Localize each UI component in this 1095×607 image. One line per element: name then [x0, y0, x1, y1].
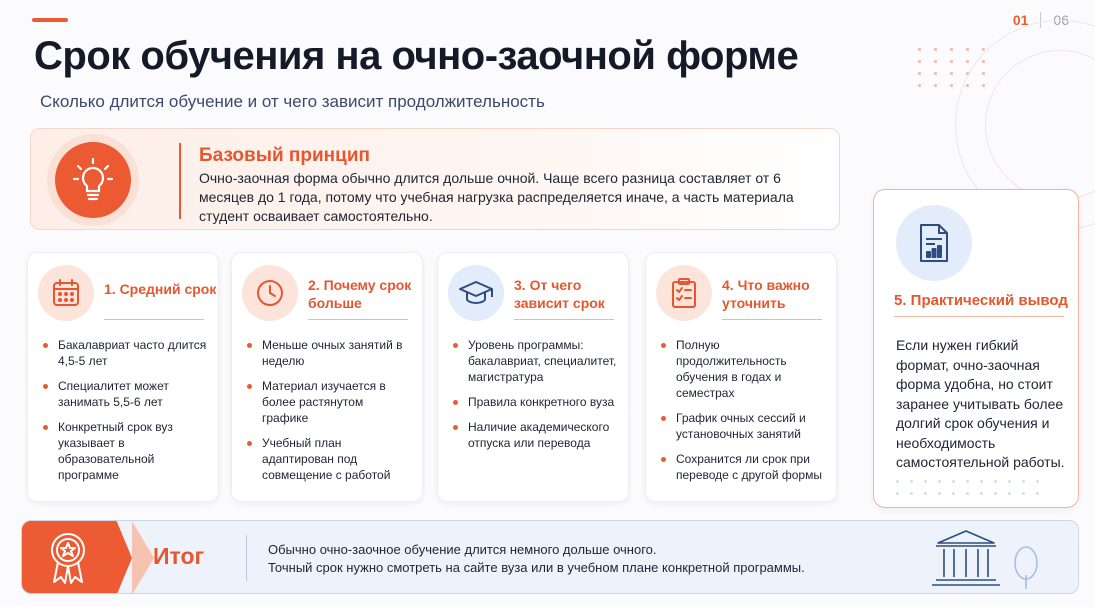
card-list [452, 337, 618, 460]
summary-line: Точный срок нужно смотреть на сайте вуза или в учебном плане конкретной программы. [268, 560, 805, 575]
page-title: Срок обучения на очно-заочной форме [34, 34, 799, 78]
checklist-icon [656, 265, 712, 321]
summary-divider [246, 535, 247, 581]
card-title: 1. Средний срок [104, 281, 217, 297]
decor-dots [918, 48, 985, 87]
card-list [42, 337, 208, 492]
list-item: Правила конкретного вуза [452, 394, 618, 410]
card-divider [308, 319, 408, 320]
list-item: Наличие академического отпуска или перевода [452, 419, 618, 451]
principle-title: Базовый принцип [199, 145, 370, 166]
list-item: Бакалавриат часто длится 4,5-5 лет [42, 337, 208, 369]
university-building-icon [928, 529, 1058, 594]
calendar-icon [38, 265, 94, 321]
principle-text: Очно-заочная форма обычно длится дольше очной. Чаще всего разница составляет от 6 месяцев до 1 года, потому что учебная нагрузка распределяется иначе, а часть материала студент осваивает самостоятельно. [199, 170, 794, 224]
summary-title: Итог [153, 543, 205, 569]
principle-divider [179, 143, 181, 219]
card-why-longer [231, 252, 423, 502]
conclusion-divider [894, 316, 1064, 317]
list-item: Меньше очных занятий в неделю [246, 337, 412, 369]
card-depends-on [437, 252, 629, 502]
list-item: Специалитет может занимать 5,5-6 лет [42, 378, 208, 410]
conclusion-title: 5. Практический вывод [894, 292, 1068, 309]
card-divider [514, 319, 614, 320]
conclusion-card [873, 189, 1079, 508]
card-title: 3. От чего зависит срок [514, 277, 605, 311]
summary-line: Обычно очно-заочное обучение длится немного дольше очного. [268, 542, 657, 557]
summary-banner [21, 520, 1079, 594]
page-current: 01 [1012, 12, 1029, 28]
clock-icon [242, 265, 298, 321]
summary-text [268, 541, 805, 577]
page-total: 06 [1053, 12, 1069, 28]
award-ribbon-icon [40, 530, 96, 586]
list-item: Конкретный срок вуз указывает в образовательной программе [42, 419, 208, 483]
card-divider [722, 319, 822, 320]
card-what-to-check [645, 252, 837, 502]
accent-line [32, 18, 68, 22]
page-subtitle: Сколько длится обучение и от чего зависит продолжительность [40, 92, 545, 111]
list-item: График очных сессий и установочных занятий [660, 410, 826, 442]
decor-dots [896, 480, 1039, 495]
list-item: Учебный план адаптирован под совмещение с работой [246, 435, 412, 483]
report-document-icon [896, 205, 972, 281]
card-title: 4. Что важно уточнить [722, 277, 810, 311]
card-title: 2. Почему срок больше [308, 277, 412, 311]
list-item: Материал изучается в более растянутом графике [246, 378, 412, 426]
conclusion-text: Если нужен гибкий формат, очно-заочная форма удобна, но стоит заранее учитывать более долгий срок обучения и необходимость самостоятельной работы. [896, 337, 1065, 470]
summary-arrow-shadow [132, 521, 154, 594]
card-list [246, 337, 412, 492]
list-item: Сохранится ли срок при переводе с другой формы [660, 451, 826, 483]
lightbulb-icon [55, 142, 131, 218]
principle-panel [30, 128, 840, 230]
graduation-cap-icon [448, 265, 504, 321]
card-average-term [27, 252, 219, 502]
card-divider [104, 319, 204, 320]
card-list [660, 337, 826, 492]
list-item: Уровень программы: бакалавриат, специалитет, магистратура [452, 337, 618, 385]
list-item: Полную продолжительность обучения в годах и семестрах [660, 337, 826, 401]
